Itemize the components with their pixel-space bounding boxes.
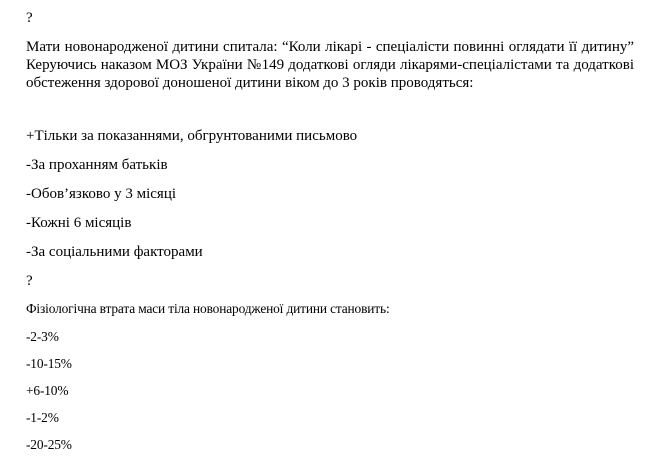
answer-option: -1-2%	[26, 410, 59, 425]
answer-option: -Кожні 6 місяців	[26, 215, 132, 231]
question-marker: ?	[26, 273, 33, 289]
answer-option: -За соціальними факторами	[26, 244, 203, 260]
answer-option: -Обов’язково у 3 місяці	[26, 186, 177, 202]
answer-option: +Тільки за показаннями, обгрунтованими письмово	[26, 128, 358, 144]
answer-option: -2-3%	[26, 329, 59, 344]
answer-option: -За проханням батьків	[26, 157, 168, 173]
answer-option: -10-15%	[26, 356, 72, 371]
answer-option: -20-25%	[26, 437, 72, 452]
question-marker: ?	[26, 10, 33, 26]
answer-option: +6-10%	[26, 383, 69, 398]
question-text: Фізіологічна втрата маси тіла новонародженої дитини становить:	[26, 301, 390, 316]
question-text: Мати новонародженої дитини спитала: “Коли лікарі - спеціалісти повинні оглядати її дитину” Керуючись наказом МОЗ України №149 додаткові огляди лікарями-спеціалістами та додаткові обстеження здорової доношеної дитини віком до 3 років проводяться:	[26, 39, 634, 91]
